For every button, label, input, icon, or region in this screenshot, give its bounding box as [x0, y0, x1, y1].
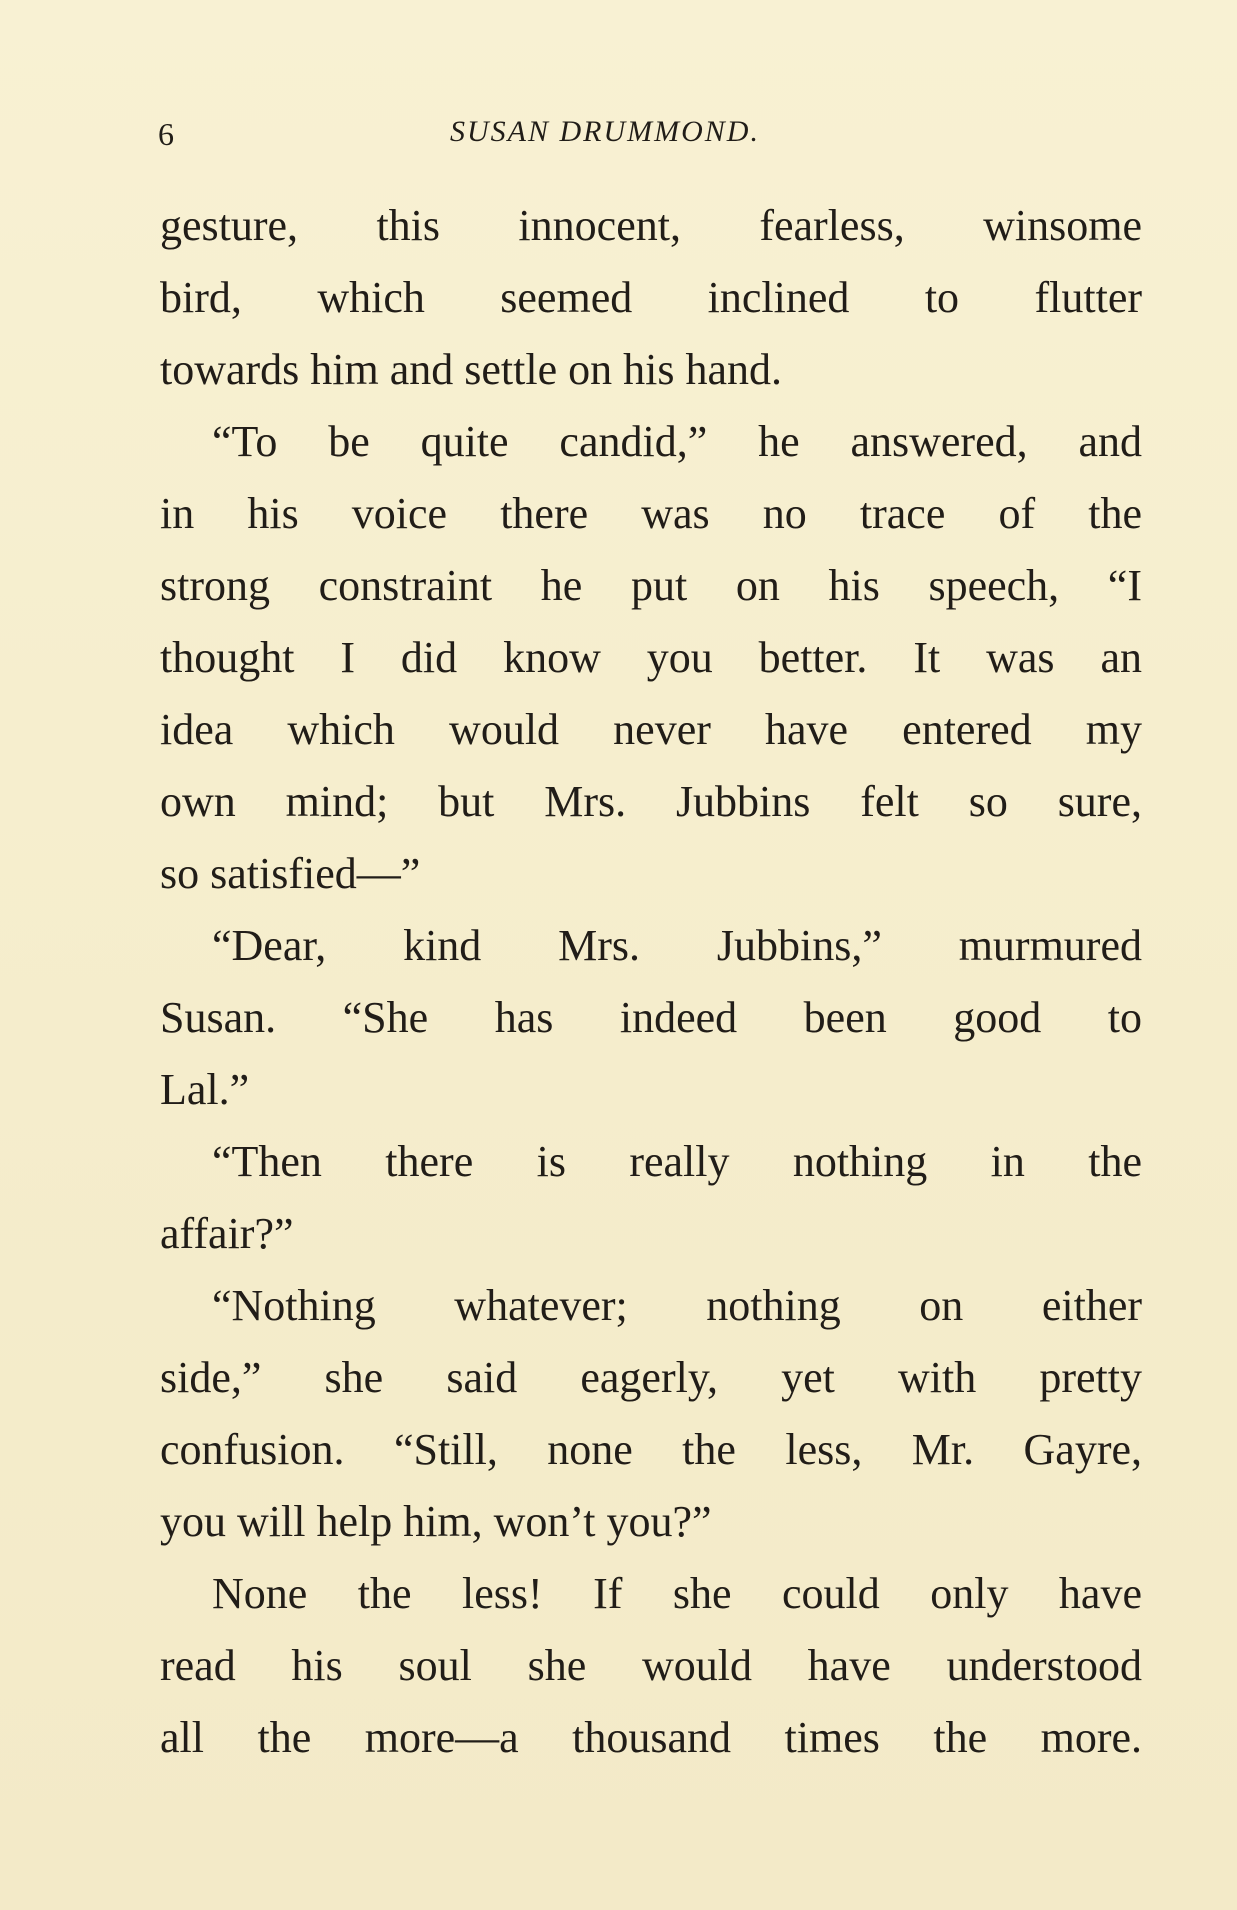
body-text — [160, 190, 1142, 1774]
text-line: “Then there is really nothing in the — [212, 1137, 1142, 1186]
text-line: Lal.” — [160, 1065, 250, 1114]
text-line: “Nothing whatever; nothing on either — [212, 1281, 1142, 1330]
text-line: affair?” — [160, 1209, 294, 1258]
text-line: read his soul she would have understood — [160, 1641, 1142, 1690]
text-line: strong constraint he put on his speech, “I — [160, 561, 1142, 610]
text-line: None the less! If she could only have — [212, 1569, 1142, 1618]
text-line: “Dear, kind Mrs. Jubbins,” murmured — [212, 921, 1142, 970]
text-line: bird, which seemed inclined to flutter — [160, 273, 1142, 322]
text-line: in his voice there was no trace of the — [160, 489, 1142, 538]
text-line: side,” she said eagerly, yet with pretty — [160, 1353, 1142, 1402]
page-header — [158, 108, 1138, 158]
text-line: thought I did know you better. It was an — [160, 633, 1142, 682]
text-line: idea which would never have entered my — [160, 705, 1142, 754]
text-line: so satisfied—” — [160, 849, 421, 898]
page-number: 6 — [158, 116, 174, 152]
text-line: you will help him, won’t you?” — [160, 1497, 712, 1546]
text-line: Susan. “She has indeed been good to — [160, 993, 1142, 1042]
text-line: own mind; but Mrs. Jubbins felt so sure, — [160, 777, 1142, 826]
text-line: towards him and settle on his hand. — [160, 345, 783, 394]
text-line: all the more—a thousand times the more. — [160, 1713, 1142, 1762]
text-line: gesture, this innocent, fearless, winsome — [160, 201, 1142, 250]
text-line: confusion. “Still, none the less, Mr. Gayre, — [160, 1425, 1142, 1474]
running-title: SUSAN DRUMMOND. — [450, 115, 760, 148]
text-line: “To be quite candid,” he answered, and — [212, 417, 1142, 466]
